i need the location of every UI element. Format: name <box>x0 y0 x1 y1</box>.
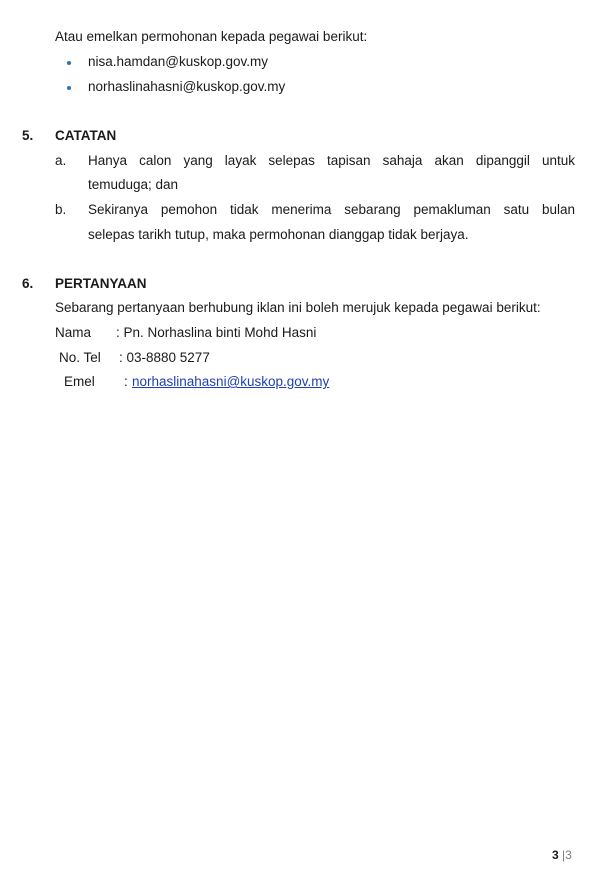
section-6-number: 6. <box>22 276 34 291</box>
section-5-number: 5. <box>22 128 34 143</box>
item-a-line-2: temuduga; dan <box>88 177 179 192</box>
item-a-marker: a. <box>55 153 67 168</box>
contact-tel-value: : 03-8880 5277 <box>119 350 210 365</box>
page-number-total: 3 <box>565 848 572 862</box>
page-number-separator: | <box>562 848 566 862</box>
email-intro-text: Atau emelkan permohonan kepada pegawai berikut: <box>55 29 368 44</box>
contact-email-label: Emel <box>64 374 95 389</box>
section-5-title: CATATAN <box>55 128 117 143</box>
contact-email-link[interactable]: norhaslinahasni@kuskop.gov.my <box>132 374 330 389</box>
contact-name-value: : Pn. Norhaslina binti Mohd Hasni <box>116 325 317 340</box>
item-b-line-1: Sekiranya pemohon tidak menerima sebarang pemakluman satu bulan <box>88 202 575 217</box>
item-b-marker: b. <box>55 202 67 217</box>
item-b-line-2: selepas tarikh tutup, maka permohonan dianggap tidak berjaya. <box>88 227 469 242</box>
item-a-line-1: Hanya calon yang layak selepas tapisan sahaja akan dipanggil untuk <box>88 153 575 168</box>
bullet-icon <box>67 86 71 90</box>
section-6-intro: Sebarang pertanyaan berhubung iklan ini boleh merujuk kepada pegawai berikut: <box>55 300 541 315</box>
contact-email-colon: : <box>124 374 128 389</box>
email-list-item: nisa.hamdan@kuskop.gov.my <box>88 54 269 69</box>
page-number <box>552 848 572 862</box>
section-6-title: PERTANYAAN <box>55 276 147 291</box>
email-list-item: norhaslinahasni@kuskop.gov.my <box>88 79 286 94</box>
bullet-icon <box>67 61 71 65</box>
page-number-current: 3 <box>552 848 559 862</box>
contact-tel-label: No. Tel <box>59 350 101 365</box>
contact-name-label: Nama <box>55 325 92 340</box>
